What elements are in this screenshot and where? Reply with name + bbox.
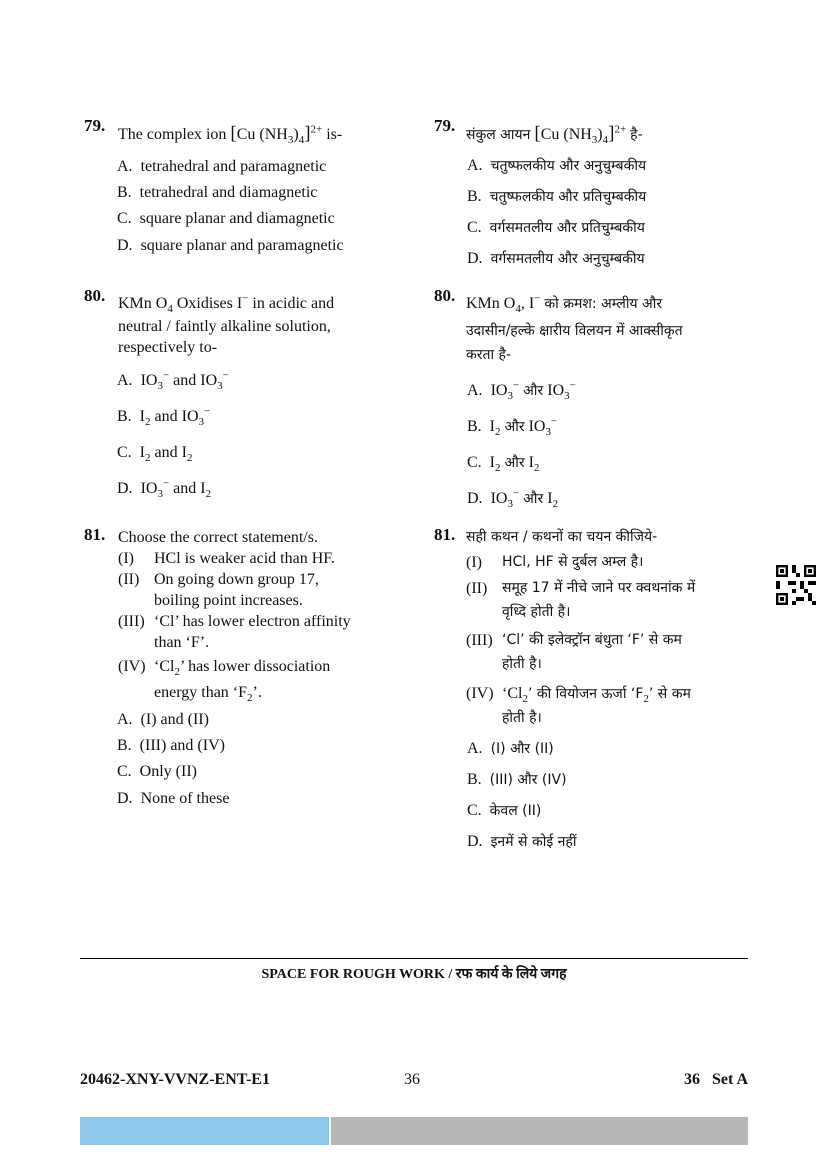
option-a[interactable]: A. (I) and (II) [117, 711, 209, 728]
q79-stem-en: The complex ion [Cu $(NH_3)_4]^{2+}$ is- [118, 123, 343, 147]
option-d[interactable]: D. None of these [117, 790, 230, 807]
footer-bar-blue [80, 1117, 329, 1145]
option-d[interactable]: D. square planar and paramagnetic [117, 237, 344, 254]
paper-code: 20462-XNY-VVNZ-ENT-E1 [80, 1071, 270, 1088]
option-b[interactable]: B. tetrahedral and diamagnetic [117, 184, 318, 201]
q81-number-en: 81. [84, 525, 106, 544]
q80-options-hi [467, 380, 576, 524]
option-d-hi[interactable]: D. $IO_3^-$ और $I_2$ [467, 487, 559, 511]
q79-options-hi [467, 155, 646, 279]
option-b-hi[interactable]: B. $I_2$ और $IO_3^-$ [467, 415, 558, 439]
option-c-hi[interactable]: C. केवल (II) [467, 802, 542, 819]
q79-ion-sub2: 4 [298, 134, 305, 147]
option-a-hi[interactable]: A. चतुष्फलकीय और अनुचुम्बकीय [467, 157, 647, 174]
page-number: 36 [404, 1071, 420, 1088]
q79-options-en [117, 156, 344, 261]
q80-options-en [117, 370, 229, 514]
q81-options-hi [467, 738, 576, 862]
option-a-hi[interactable]: A. $IO_3^-$ और $IO_3^-$ [467, 379, 576, 403]
option-a[interactable]: A. $IO_3^-$ and $IO_3^-$ [117, 369, 229, 393]
qr-code-icon [776, 565, 816, 605]
option-c-hi[interactable]: C. $I_2$ और $I_2$ [467, 454, 540, 475]
q81-number-hi: 81. [434, 525, 456, 544]
option-a-hi[interactable]: A. (I) और (II) [467, 740, 554, 757]
option-c[interactable]: C. Only (II) [117, 763, 197, 780]
q79-ion-sub1: 3 [287, 134, 294, 147]
q79-ion-inner: Cu (NH [236, 126, 288, 143]
set-label: 36 Set A [684, 1071, 748, 1088]
option-b-hi[interactable]: B. (III) और (IV) [467, 771, 567, 788]
rough-work-label: SPACE FOR ROUGH WORK / रफ कार्य के लिये जगह [261, 967, 567, 982]
option-d-hi[interactable]: D. वर्गसमतलीय और अनुचुम्बकीय [467, 250, 645, 267]
q80-stem-en: KMn $O_4$ Oxidises I− in acidic and neutral / faintly alkaline solution, respectively to- [118, 292, 335, 356]
q79-hi-suffix: है- [630, 127, 643, 143]
q81-stem-hi: सही कथन / कथनों का चयन कीजिये- (I) HCl, HF से दुर्बल अम्ल है। (II) समूह 17 में नीचे जाने पर क्वथनांक में वृध्दि होती है। (III) ‘Cl’ की इलेक्ट्रॉन बंधुता ‘F’ से कम होती है। (IV) ‘$Cl_2$’ की वियोजन ऊर्जा ‘$F_2$’ से कम होती है। [466, 529, 696, 726]
q81-options-en [117, 709, 229, 814]
option-c[interactable]: C. square planar and diamagnetic [117, 210, 335, 227]
option-b[interactable]: B. (III) and (IV) [117, 737, 225, 754]
q80-stem-hi: KMn $O_4$, I− को क्रमश: अम्लीय और उदासीन/हल्के क्षारीय विलयन में आक्सीकृत करता है- [466, 292, 683, 363]
q79-hi-stem-text: संकुल आयन [466, 127, 531, 143]
q79-stem-hi: संकुल आयन [Cu $(NH_3)_4]^{2+}$ है- [466, 123, 643, 147]
option-c[interactable]: C. $I_2$ and $I_2$ [117, 444, 193, 465]
q79-stem-text: The complex ion [118, 126, 227, 143]
option-d[interactable]: D. $IO_3^-$ and $I_2$ [117, 477, 212, 501]
q79-stem-suffix: is- [326, 126, 343, 143]
q80-number-hi: 80. [434, 286, 456, 305]
option-c-hi[interactable]: C. वर्गसमतलीय और प्रतिचुम्बकीय [467, 219, 645, 236]
option-b-hi[interactable]: B. चतुष्फलकीय और प्रतिचुम्बकीय [467, 188, 647, 205]
q79-number-hi: 79. [434, 116, 456, 135]
option-a[interactable]: A. tetrahedral and paramagnetic [117, 158, 327, 175]
q79-ion-charge: 2+ [310, 123, 323, 136]
option-b[interactable]: B. $I_2$ and $IO_3^-$ [117, 405, 211, 429]
option-d-hi[interactable]: D. इनमें से कोई नहीं [467, 833, 577, 850]
footer-bar-grey [331, 1117, 748, 1145]
q81-stem-en: Choose the correct statement/s. (I) HCl is weaker acid than HF. (II) On going down group 17, boiling point increases. (III) ‘Cl’ has lower electron affinity than ‘F’. (IV) ‘$Cl_2$’ has lower dissociation energy than ‘$F_2$’. [118, 529, 351, 705]
divider [80, 958, 748, 959]
q80-number-en: 80. [84, 286, 106, 305]
q79-number-en: 79. [84, 116, 106, 135]
